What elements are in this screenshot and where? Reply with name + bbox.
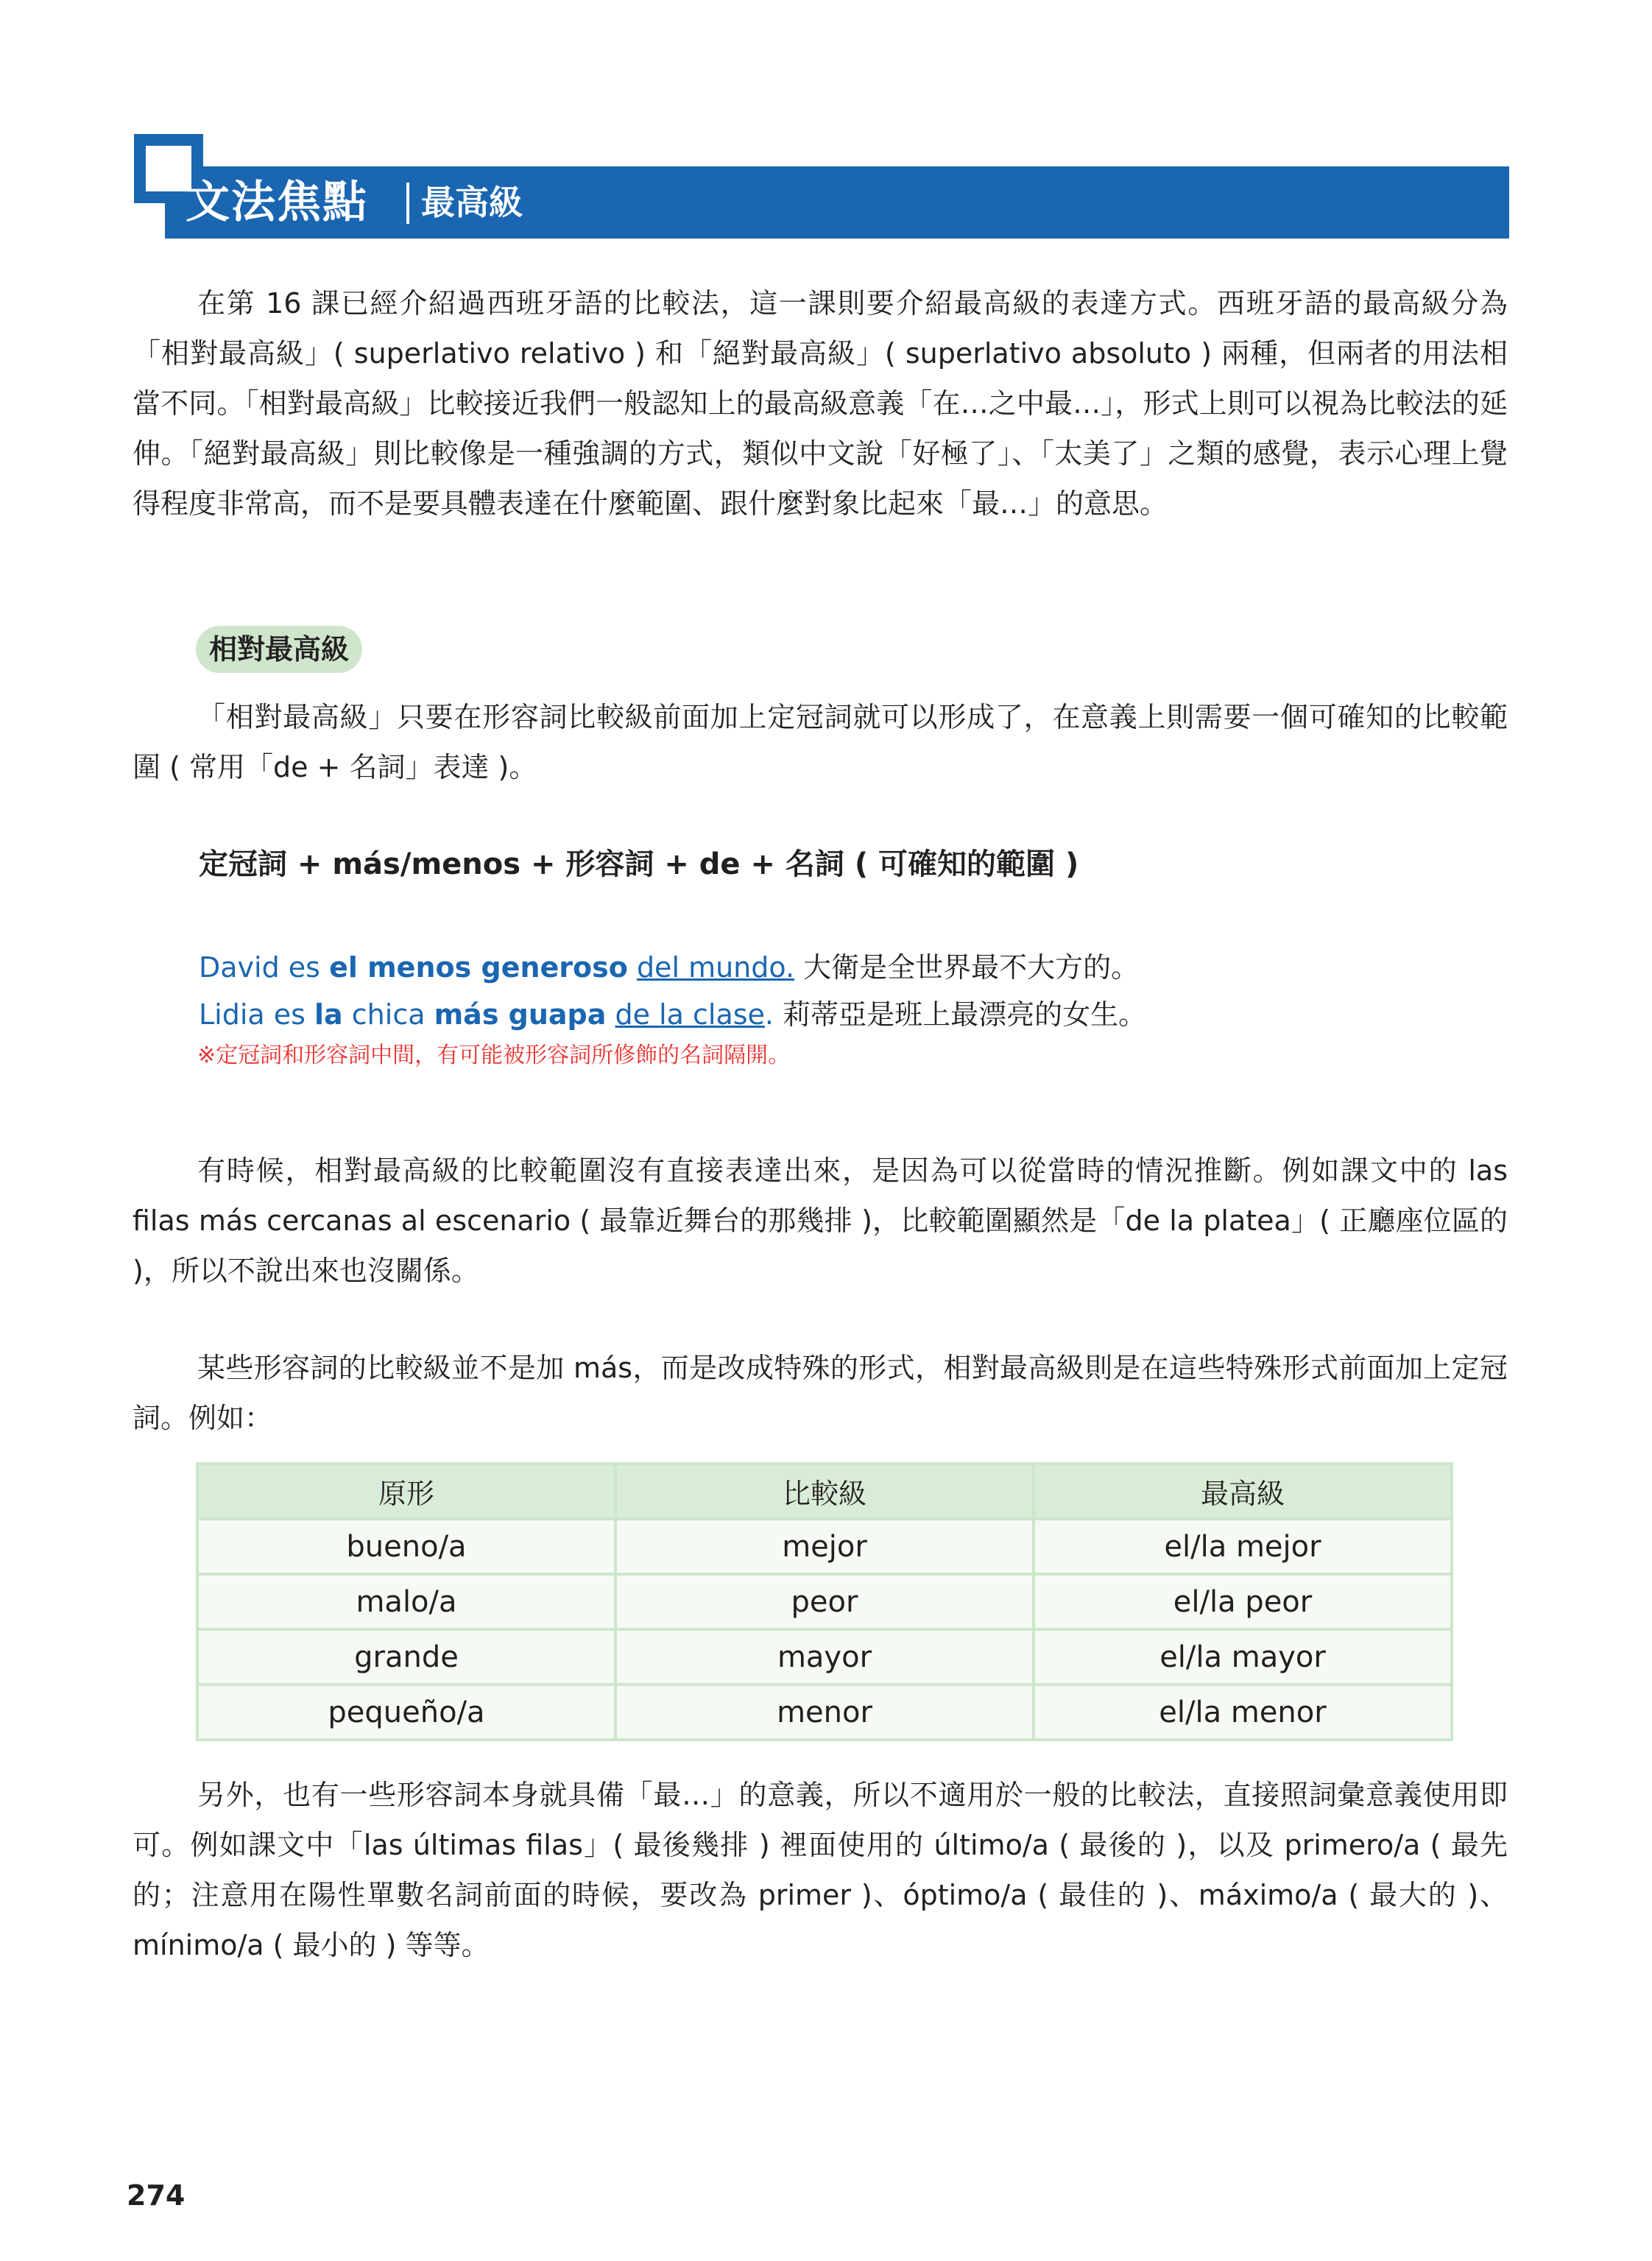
paragraph-2-text: 有時候，相對最高級的比較範圍沒有直接表達出來，是因為可以從當時的情況推斷。例如課文中的 las filas más cercanas al escenario ( 最靠近舞台的那幾排 )，比較範圍顯然是「de la platea」( 正廳座位區的 )，所以不說出來也沒關係。 bbox=[133, 1154, 1508, 1287]
paragraph-4 bbox=[133, 1770, 1508, 1970]
section-intro-paragraph bbox=[133, 692, 1508, 792]
table-cell: menor bbox=[615, 1685, 1034, 1740]
table-cell: el/la peor bbox=[1034, 1574, 1452, 1629]
formula: 定冠詞 + más/menos + 形容詞 + de + 名詞 ( 可確知的範圍 ) bbox=[199, 847, 1079, 881]
example-1-spanish bbox=[199, 951, 803, 984]
table-header-cell: 原形 bbox=[197, 1464, 615, 1519]
example-1-range: del mundo. bbox=[636, 951, 795, 984]
paragraph-4-text: 另外，也有一些形容詞本身就具備「最…」的意義，所以不適用於一般的比較法，直接照詞彙意義使用即可。例如課文中「las últimas filas」( 最後幾排 ) 裡面使用的 último/a ( 最後的 )，以及 primero/a ( 最先的；注意用在陽性單數名詞前面的時候，要改為 primer )、óptimo/a ( 最佳的 )、máximo/a ( 最大的 )、mínimo/a ( 最小的 ) 等等。 bbox=[133, 1779, 1508, 1961]
table-row bbox=[197, 1574, 1452, 1629]
table-cell: malo/a bbox=[197, 1574, 615, 1629]
table-row bbox=[197, 1685, 1452, 1740]
intro-text: 在第 16 課已經介紹過西班牙語的比較法，這一課則要介紹最高級的表達方式。西班牙語的最高級分為「相對最高級」( superlativo relativo ) 和「絕對最高級」( superlativo absoluto ) 兩種，但兩者的用法相當不同。「相對最高級」比較接近我們一般認知上的最高級意義「在…之中最…」，形式上則可以視為比較法的延伸。「絕對最高級」則比較像是一種強調的方式，類似中文說「好極了」、「太美了」之類的感覺，表示心理上覺得程度非常高，而不是要具體表達在什麼範圍、跟什麼對象比起來「最…」的意思。 bbox=[133, 287, 1508, 520]
table-cell: mejor bbox=[615, 1519, 1034, 1574]
example-sentence-2 bbox=[199, 991, 1146, 1038]
example-2-part: . bbox=[764, 998, 783, 1031]
section-subtitle: 最高級 bbox=[421, 183, 523, 222]
section-intro-text: 「相對最高級」只要在形容詞比較級前面加上定冠詞就可以形成了，在意義上則需要一個可確知的比較範圍 ( 常用「de + 名詞」表達 )。 bbox=[133, 701, 1508, 783]
paragraph-2 bbox=[133, 1146, 1508, 1296]
table-header-cell: 最高級 bbox=[1034, 1464, 1452, 1519]
comparison-table bbox=[196, 1462, 1453, 1741]
paragraph-3-text: 某些形容詞的比較級並不是加 más，而是改成特殊的形式，相對最高級則是在這些特殊形式前面加上定冠詞。例如： bbox=[133, 1352, 1508, 1434]
table-cell: mayor bbox=[615, 1629, 1034, 1685]
header-square-icon-inner bbox=[146, 146, 191, 191]
table-cell: el/la mejor bbox=[1034, 1519, 1452, 1574]
section-label-pill: 相對最高級 bbox=[196, 626, 362, 673]
example-1-superlative: el menos generoso bbox=[329, 951, 628, 984]
table-header-cell: 比較級 bbox=[615, 1464, 1034, 1519]
example-2-superlative: más guapa bbox=[434, 998, 607, 1031]
example-1-part bbox=[628, 951, 637, 984]
intro-paragraph bbox=[133, 278, 1508, 529]
example-1-part bbox=[794, 951, 803, 984]
header-divider bbox=[406, 183, 409, 224]
table-row bbox=[197, 1629, 1452, 1685]
example-1-part: David es bbox=[199, 951, 330, 984]
table-row bbox=[197, 1519, 1452, 1574]
example-2-article: la bbox=[314, 998, 343, 1031]
table-cell: grande bbox=[197, 1629, 615, 1685]
table-cell: el/la menor bbox=[1034, 1685, 1452, 1740]
example-2-part bbox=[606, 998, 615, 1031]
table-cell: el/la mayor bbox=[1034, 1629, 1452, 1685]
table-cell: bueno/a bbox=[197, 1519, 615, 1574]
example-2-chinese: 莉蒂亞是班上最漂亮的女生。 bbox=[783, 998, 1147, 1031]
example-2-spanish bbox=[199, 998, 783, 1031]
table-cell: peor bbox=[615, 1574, 1034, 1629]
page-number: 274 bbox=[127, 2179, 186, 2212]
example-1-chinese: 大衛是全世界最不大方的。 bbox=[803, 951, 1140, 984]
example-sentence-1 bbox=[199, 944, 1139, 991]
note: ※定冠詞和形容詞中間，有可能被形容詞所修飾的名詞隔開。 bbox=[197, 1043, 791, 1068]
example-2-range: de la clase bbox=[615, 998, 765, 1031]
example-2-part: Lidia es bbox=[199, 998, 315, 1031]
table-cell: pequeño/a bbox=[197, 1685, 615, 1740]
paragraph-3 bbox=[133, 1343, 1508, 1443]
section-title: 文法焦點 bbox=[186, 177, 368, 228]
table-header-row bbox=[197, 1464, 1452, 1519]
example-2-part: chica bbox=[342, 998, 434, 1031]
